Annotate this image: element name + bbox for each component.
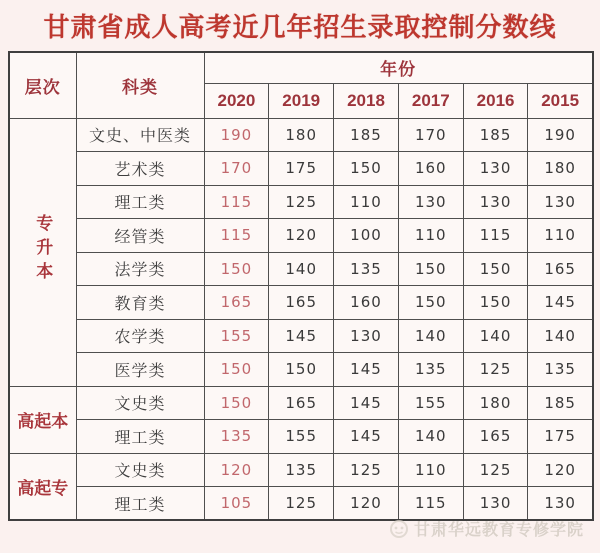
score-cell: 125 <box>334 453 399 487</box>
score-cell: 120 <box>334 487 399 521</box>
score-cell: 145 <box>334 386 399 420</box>
score-cell: 100 <box>334 219 399 253</box>
score-cell: 180 <box>528 152 593 186</box>
score-cell: 145 <box>334 420 399 454</box>
score-cell: 110 <box>528 219 593 253</box>
category-cell: 医学类 <box>76 353 204 387</box>
score-cell: 130 <box>528 487 593 521</box>
score-cell: 140 <box>528 319 593 353</box>
table-row <box>9 386 593 420</box>
score-cell: 110 <box>334 185 399 219</box>
score-cell: 145 <box>334 353 399 387</box>
score-cell: 130 <box>463 487 528 521</box>
score-cell: 165 <box>204 286 269 320</box>
header-year-2015: 2015 <box>528 83 593 118</box>
score-cell: 125 <box>269 185 334 219</box>
score-cell: 140 <box>463 319 528 353</box>
category-cell: 文史、中医类 <box>76 118 204 152</box>
category-cell: 文史类 <box>76 453 204 487</box>
category-cell: 经管类 <box>76 219 204 253</box>
score-cell: 120 <box>204 453 269 487</box>
score-cell: 150 <box>334 152 399 186</box>
score-cell: 170 <box>204 152 269 186</box>
level-cell-gaoqizhuan: 高起专 <box>9 453 76 520</box>
score-cell: 135 <box>334 252 399 286</box>
score-cell: 160 <box>334 286 399 320</box>
category-cell: 理工类 <box>76 487 204 521</box>
score-cell: 150 <box>398 252 463 286</box>
score-cell: 160 <box>398 152 463 186</box>
table-row <box>9 118 593 152</box>
watermark <box>389 517 584 540</box>
score-cell: 180 <box>463 386 528 420</box>
score-cell: 150 <box>463 286 528 320</box>
score-cell: 135 <box>398 353 463 387</box>
category-cell: 教育类 <box>76 286 204 320</box>
level-cell-gaoqiben: 高起本 <box>9 386 76 453</box>
score-cell: 140 <box>398 319 463 353</box>
header-year-2016: 2016 <box>463 83 528 118</box>
level-label: 专升本 <box>33 213 53 286</box>
score-cell: 130 <box>463 152 528 186</box>
score-cell: 150 <box>204 386 269 420</box>
score-cell: 115 <box>204 185 269 219</box>
table-row <box>9 420 593 454</box>
score-cell: 165 <box>269 286 334 320</box>
score-cell: 140 <box>398 420 463 454</box>
score-cell: 130 <box>463 185 528 219</box>
score-cell: 115 <box>204 219 269 253</box>
table-row <box>9 219 593 253</box>
header-row-groups <box>9 52 593 83</box>
watermark-text: 甘肃华远教育专修学院 <box>413 522 584 539</box>
score-cell: 165 <box>528 252 593 286</box>
score-cell: 140 <box>269 252 334 286</box>
level-cell-zhuanshengben <box>9 118 76 386</box>
score-cell: 150 <box>204 252 269 286</box>
table-row <box>9 487 593 521</box>
score-cell: 150 <box>269 353 334 387</box>
score-cell: 130 <box>398 185 463 219</box>
score-cell: 110 <box>398 453 463 487</box>
score-cell: 145 <box>528 286 593 320</box>
score-cell: 125 <box>269 487 334 521</box>
score-cell: 185 <box>528 386 593 420</box>
header-category: 科类 <box>76 52 204 118</box>
score-cell: 155 <box>269 420 334 454</box>
score-cell: 135 <box>204 420 269 454</box>
score-cell: 175 <box>528 420 593 454</box>
score-cell: 165 <box>269 386 334 420</box>
table-row <box>9 453 593 487</box>
header-year-group: 年份 <box>204 52 593 83</box>
score-cell: 190 <box>204 118 269 152</box>
watermark-logo-icon <box>389 519 409 539</box>
category-cell: 农学类 <box>76 319 204 353</box>
table-row <box>9 252 593 286</box>
score-cell: 130 <box>528 185 593 219</box>
score-cell: 175 <box>269 152 334 186</box>
score-cell: 145 <box>269 319 334 353</box>
score-cell: 135 <box>269 453 334 487</box>
score-cell: 180 <box>269 118 334 152</box>
header-year-2018: 2018 <box>334 83 399 118</box>
header-year-2019: 2019 <box>269 83 334 118</box>
table-row <box>9 185 593 219</box>
table-row <box>9 319 593 353</box>
category-cell: 艺术类 <box>76 152 204 186</box>
score-cell: 115 <box>398 487 463 521</box>
score-cell: 120 <box>269 219 334 253</box>
category-cell: 文史类 <box>76 386 204 420</box>
score-cell: 105 <box>204 487 269 521</box>
score-cell: 135 <box>528 353 593 387</box>
table-row <box>9 353 593 387</box>
score-cell: 190 <box>528 118 593 152</box>
score-cell: 150 <box>398 286 463 320</box>
score-cell: 155 <box>398 386 463 420</box>
score-cell: 110 <box>398 219 463 253</box>
score-cell: 150 <box>204 353 269 387</box>
category-cell: 理工类 <box>76 185 204 219</box>
score-table <box>8 51 594 521</box>
header-level: 层次 <box>9 52 76 118</box>
header-year-2020: 2020 <box>204 83 269 118</box>
score-cell: 130 <box>334 319 399 353</box>
score-cell: 150 <box>463 252 528 286</box>
score-cell: 185 <box>334 118 399 152</box>
score-cell: 185 <box>463 118 528 152</box>
category-cell: 理工类 <box>76 420 204 454</box>
score-cell: 155 <box>204 319 269 353</box>
score-cell: 170 <box>398 118 463 152</box>
score-cell: 120 <box>528 453 593 487</box>
header-year-2017: 2017 <box>398 83 463 118</box>
score-cell: 125 <box>463 453 528 487</box>
score-cell: 165 <box>463 420 528 454</box>
score-cell: 115 <box>463 219 528 253</box>
score-cell: 125 <box>463 353 528 387</box>
table-row <box>9 286 593 320</box>
table-row <box>9 152 593 186</box>
category-cell: 法学类 <box>76 252 204 286</box>
page-title: 甘肃省成人高考近几年招生录取控制分数线 <box>43 13 557 43</box>
